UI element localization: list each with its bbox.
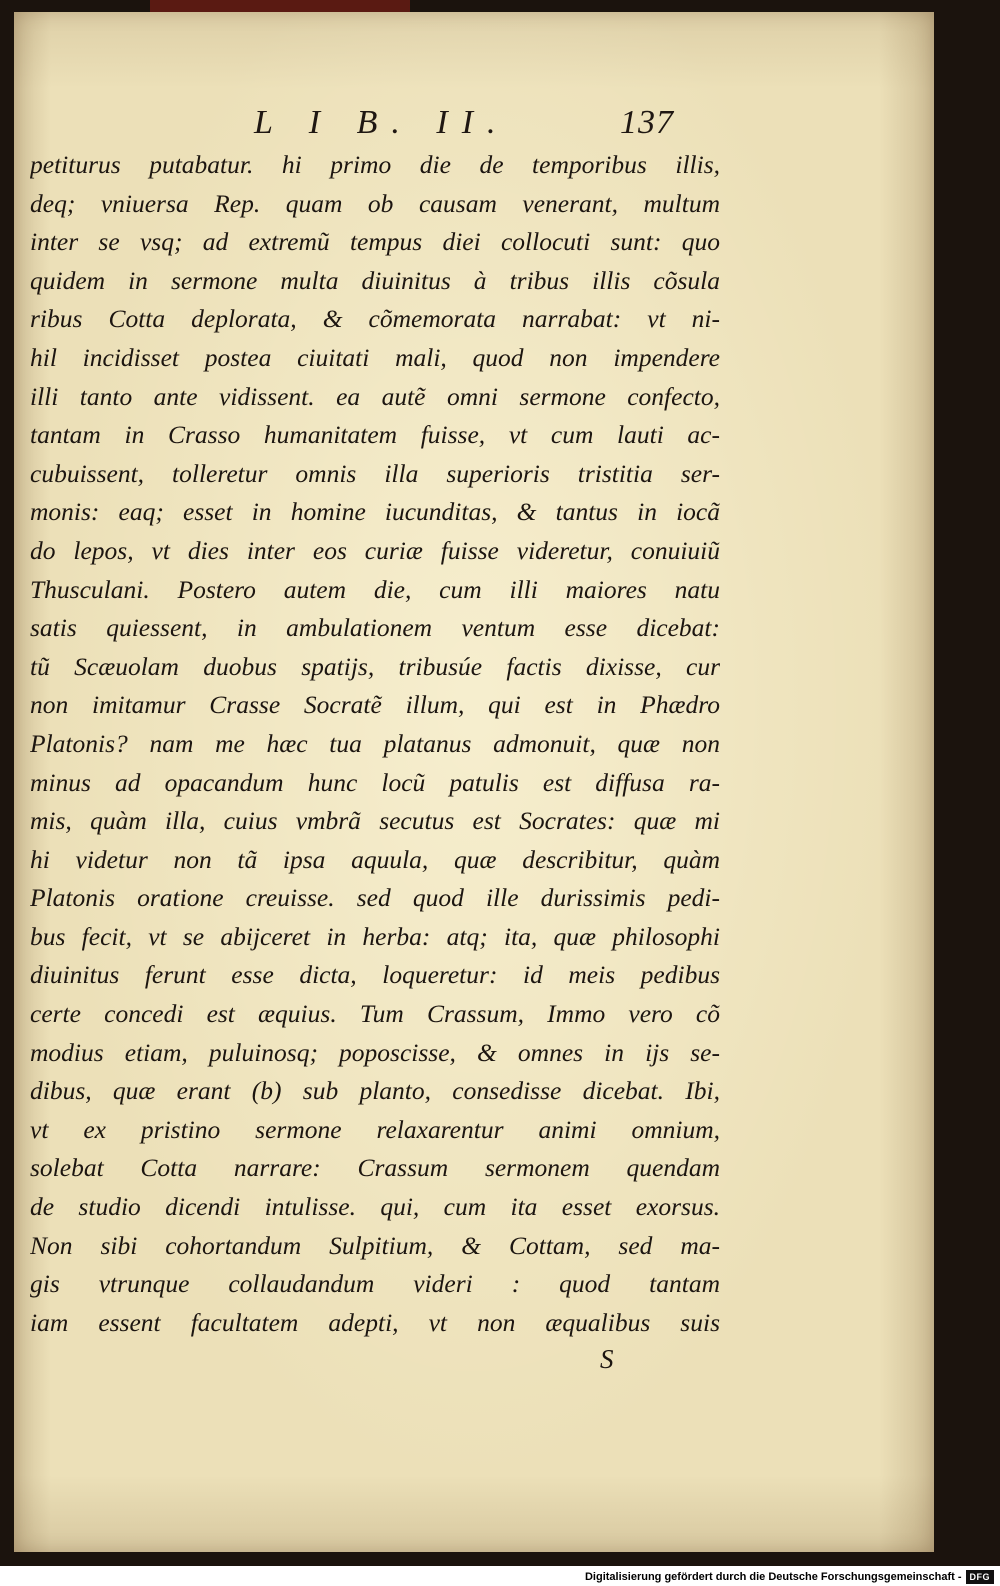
running-head: L I B. II. — [254, 104, 510, 141]
text-line: hil incidisset postea ciuitati mali, quod non impendere — [30, 342, 720, 372]
page-header — [254, 104, 674, 148]
dfg-logo-icon: DFG — [966, 1570, 995, 1584]
body-text — [30, 146, 720, 1342]
text-line: vt ex pristino sermone relaxarentur animi omnium, — [30, 1114, 720, 1144]
text-line: petiturus putabatur. hi primo die de temporibus illis, — [30, 150, 720, 179]
text-line: certe concedi est æquius. Tum Crassum, Immo vero cõ — [30, 999, 720, 1029]
text-line: minus ad opacandum hunc locũ patulis est diffusa ra- — [30, 767, 720, 797]
text-line: illi tanto ante vidissent. ea autẽ omni sermone confecto, — [30, 381, 720, 411]
text-line: diuinitus ferunt esse dicta, loqueretur: id meis pedibus — [30, 960, 720, 990]
text-line: deq; vniuersa Rep. quam ob causam venerant, multum — [30, 188, 720, 218]
text-line: solebat Cotta narrare: Crassum sermonem quendam — [30, 1153, 720, 1183]
text-line: Platonis oratione creuisse. sed quod ille durissimis pedi- — [30, 883, 720, 913]
text-line: bus fecit, vt se abijceret in herba: atq; ita, quæ philosophi — [30, 921, 720, 951]
signature-mark: S — [600, 1344, 614, 1374]
text-line: non imitamur Crasse Socratẽ illum, qui est in Phædro — [30, 690, 720, 720]
text-line: satis quiessent, in ambulationem ventum esse dicebat: — [30, 613, 720, 643]
text-line: do lepos, vt dies inter eos curiæ fuisse videretur, conuiuiũ — [30, 535, 720, 565]
book-page — [14, 12, 934, 1552]
text-line: tũ Scæuolam duobus spatijs, tribusúe factis dixisse, cur — [30, 651, 720, 681]
text-line: monis: eaq; esset in homine iucunditas, & tantus in iocã — [30, 497, 720, 527]
text-line: gis vtrunque collaudandum videri : quod tantam — [30, 1269, 720, 1299]
text-line: iam essent facultatem adepti, vt non æqualibus suis — [30, 1307, 720, 1337]
text-line: dibus, quæ erant (b) sub planto, consedisse dicebat. Ibi, — [30, 1076, 720, 1106]
text-line: cubuissent, tolleretur omnis illa superioris tristitia ser- — [30, 458, 720, 488]
text-line: quidem in sermone multa diuinitus à tribus illis cõsula — [30, 265, 720, 295]
page-number: 137 — [620, 104, 674, 141]
text-line: modius etiam, puluinosq; poposcisse, & omnes in ijs se- — [30, 1037, 720, 1067]
footer-credit: Digitalisierung gefördert durch die Deutsche Forschungsgemeinschaft - — [584, 1571, 962, 1583]
digitization-footer — [585, 1569, 994, 1585]
text-line: mis, quàm illa, cuius vmbrã secutus est Socrates: quæ mi — [30, 806, 720, 836]
text-line: tantam in Crasso humanitatem fuisse, vt cum lauti ac- — [30, 420, 720, 450]
text-line: ribus Cotta deplorata, & cõmemorata narrabat: vt ni- — [30, 304, 720, 334]
text-line: de studio dicendi intulisse. qui, cum ita esset exorsus. — [30, 1192, 720, 1222]
text-line: hi videtur non tã ipsa aquula, quæ describitur, quàm — [30, 844, 720, 874]
text-line: Platonis? nam me hæc tua platanus admonuit, quæ non — [30, 728, 720, 758]
text-line: inter se vsq; ad extremũ tempus diei collocuti sunt: quo — [30, 227, 720, 257]
text-line: Thusculani. Postero autem die, cum illi maiores natu — [30, 574, 720, 604]
text-line: Non sibi cohortandum Sulpitium, & Cottam, sed ma- — [30, 1230, 720, 1260]
